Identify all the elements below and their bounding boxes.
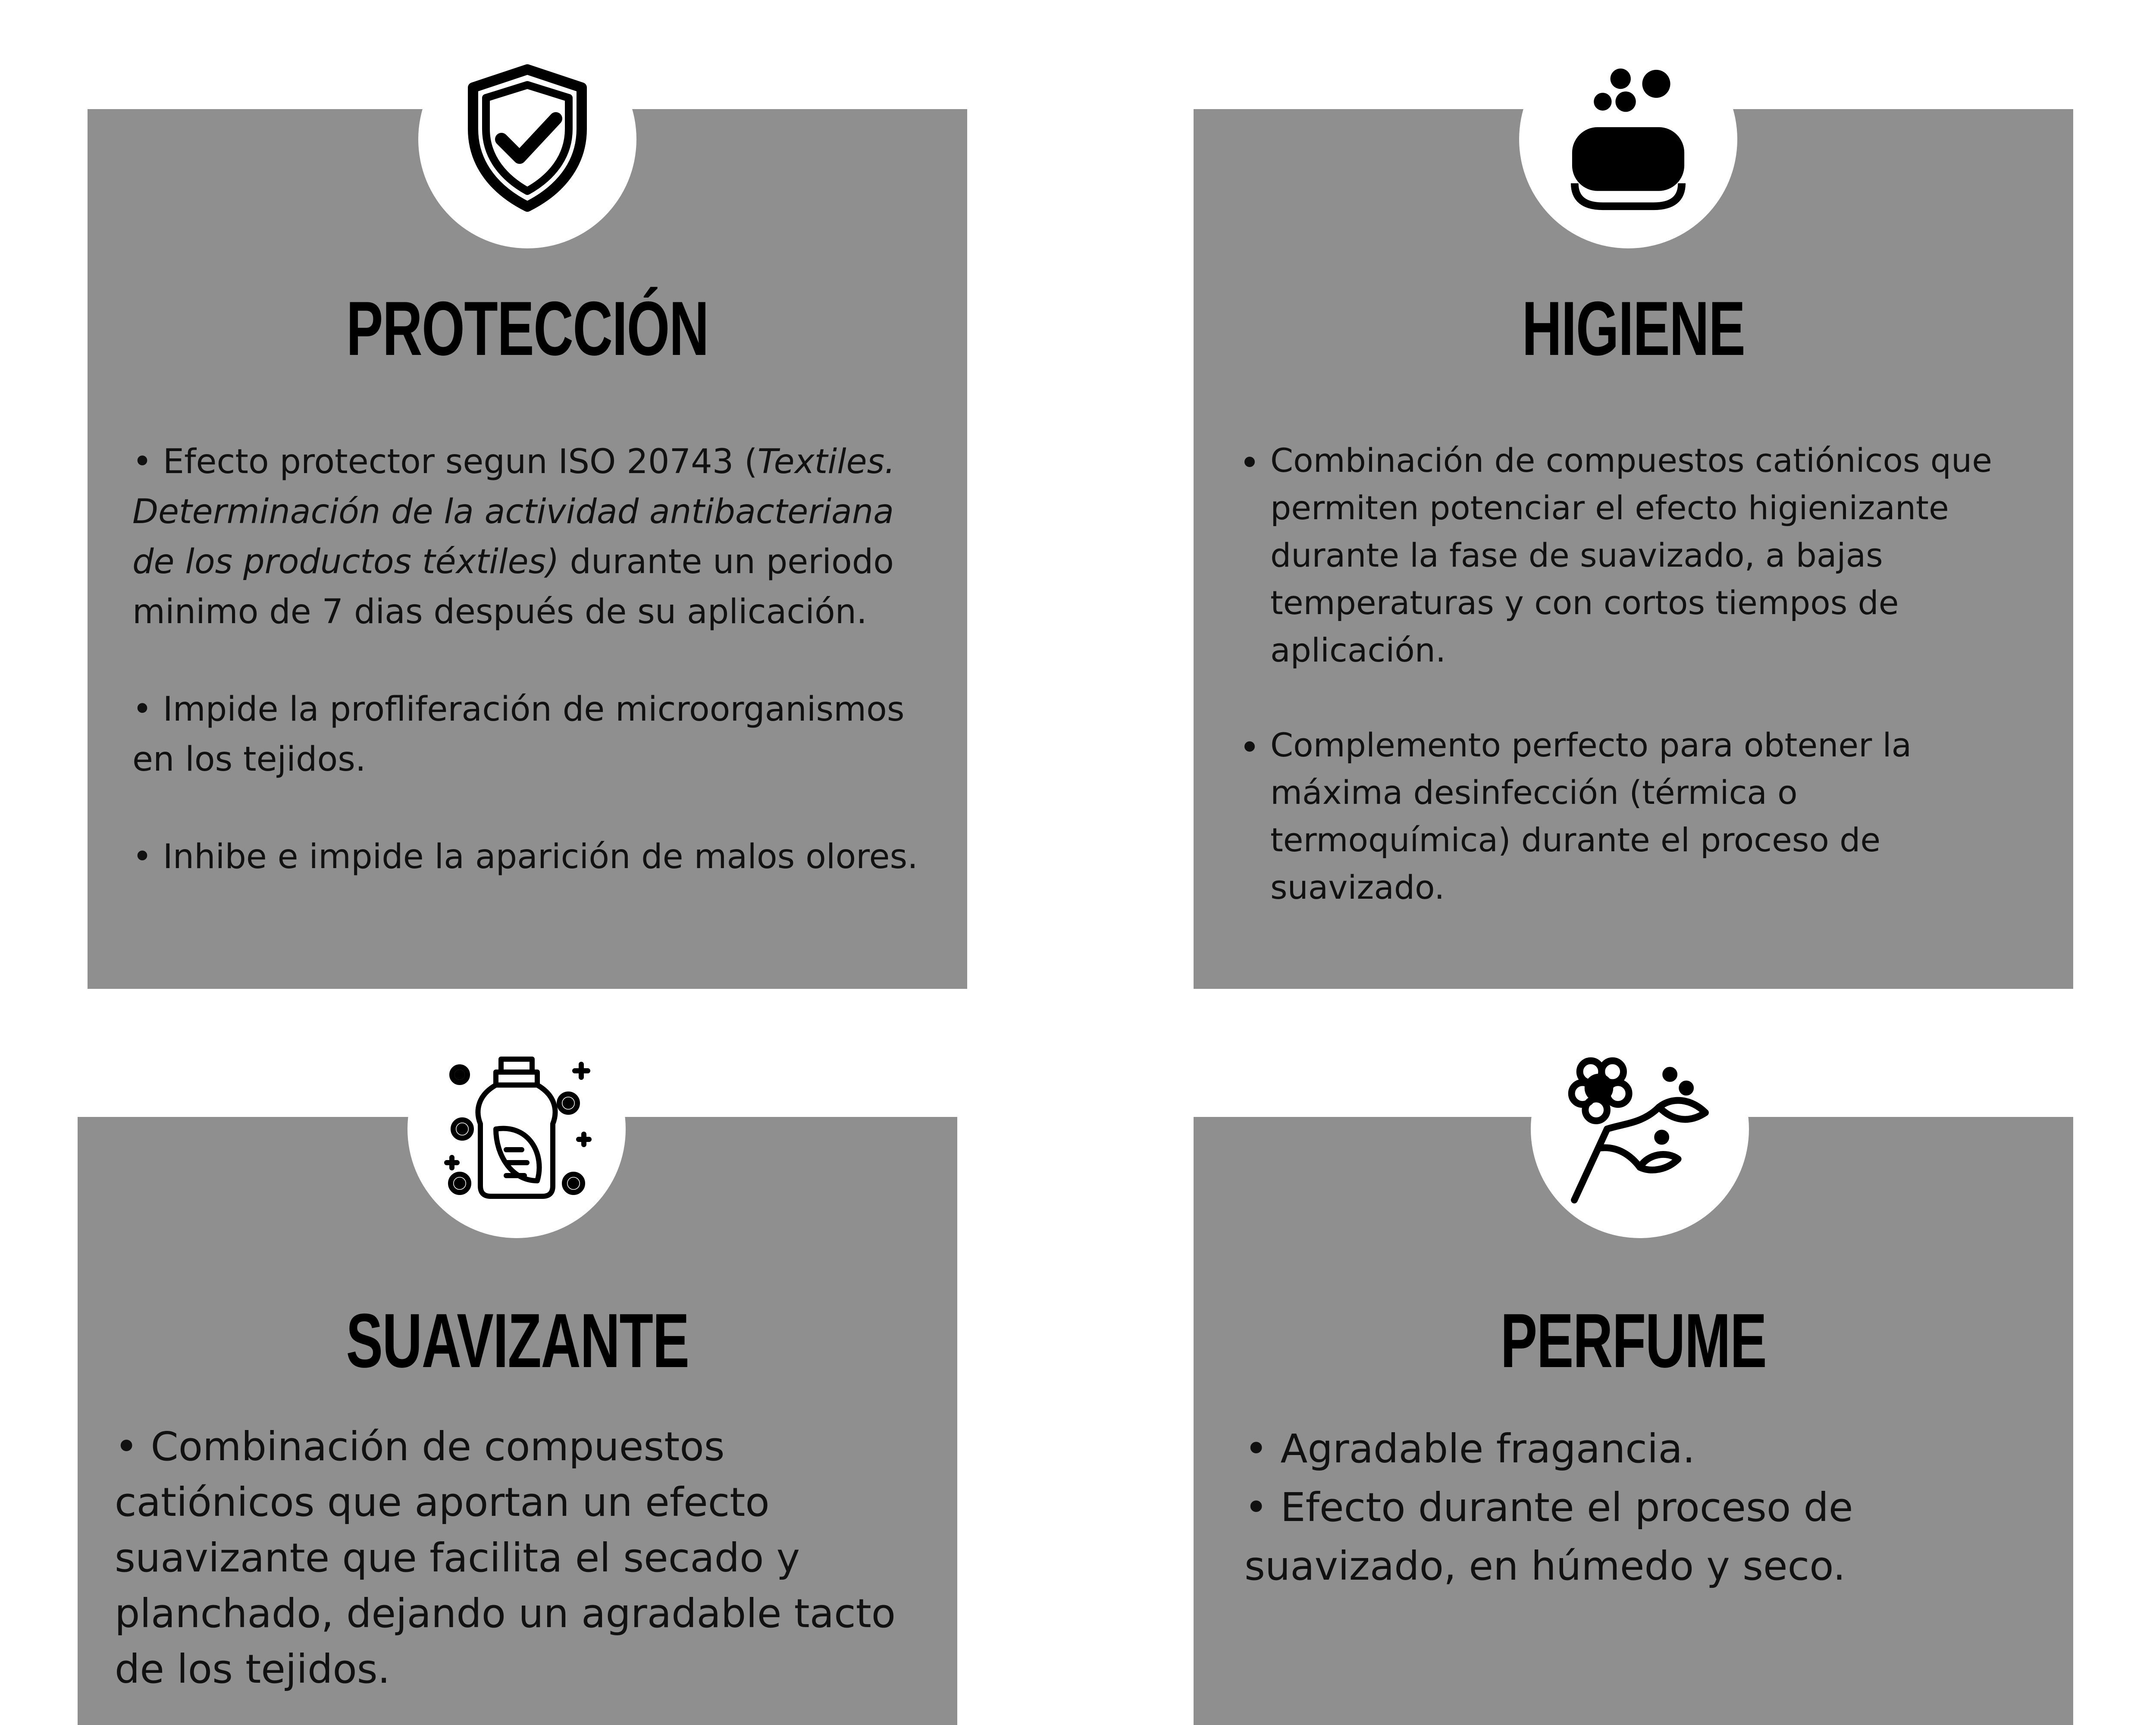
- bullet-cationic: • Combinación de compuestos catiónicos que permiten potenciar el efecto higienizante durante la fase de suavizado, a bajas temperaturas y con cortos tiempos de aplicación.: [1268, 437, 2047, 674]
- badge-higiene: [1519, 30, 1737, 248]
- badge-suavizante: [407, 1020, 626, 1238]
- line-fragrance: • Agradable fragancia.: [1244, 1426, 1695, 1472]
- bullet-disinfection: • Complemento perfecto para obtener la máxima desinfección (térmica o termoquímica) durante el proceso de suavizado.: [1268, 721, 2047, 911]
- card-body: [1244, 1420, 2055, 1596]
- shield-check-icon: [463, 62, 592, 217]
- line-effect: • Efecto durante el proceso de suavizado, en húmedo y seco.: [1244, 1484, 1853, 1589]
- card-title: SUAVIZANTE: [346, 1298, 689, 1383]
- card-title: HIGIENE: [1522, 285, 1745, 371]
- flower-branch-icon: [1558, 1047, 1722, 1211]
- paragraph-odors: • Inhibe e impide la aparición de malos olores.: [132, 837, 918, 876]
- badge-proteccion: [418, 30, 636, 248]
- softener-bottle-icon: [439, 1051, 594, 1207]
- paragraph-microorganisms: • Impide la profliferación de microorganismos en los tejidos.: [132, 690, 905, 779]
- card-body: [1237, 437, 2047, 911]
- card-body: [132, 437, 943, 882]
- card-title: PERFUME: [1500, 1298, 1767, 1383]
- card-title: PROTECCIÓN: [346, 285, 709, 371]
- soap-bubbles-icon: [1564, 66, 1693, 213]
- badge-perfume: [1531, 1020, 1749, 1238]
- card-body: • Combinación de compuestos catiónicos que aportan un efecto suavizante que facilita el secado y planchado, dejando un agradable tacto de los tejidos.: [115, 1424, 896, 1692]
- paragraph-iso: • Efecto protector segun ISO 20743 (Textiles. Determinación de la actividad antibacteriana de los productos téxtiles) durante un periodo minimo de 7 dias después de su aplicación.: [132, 442, 896, 631]
- bullet-list: [1237, 437, 2047, 911]
